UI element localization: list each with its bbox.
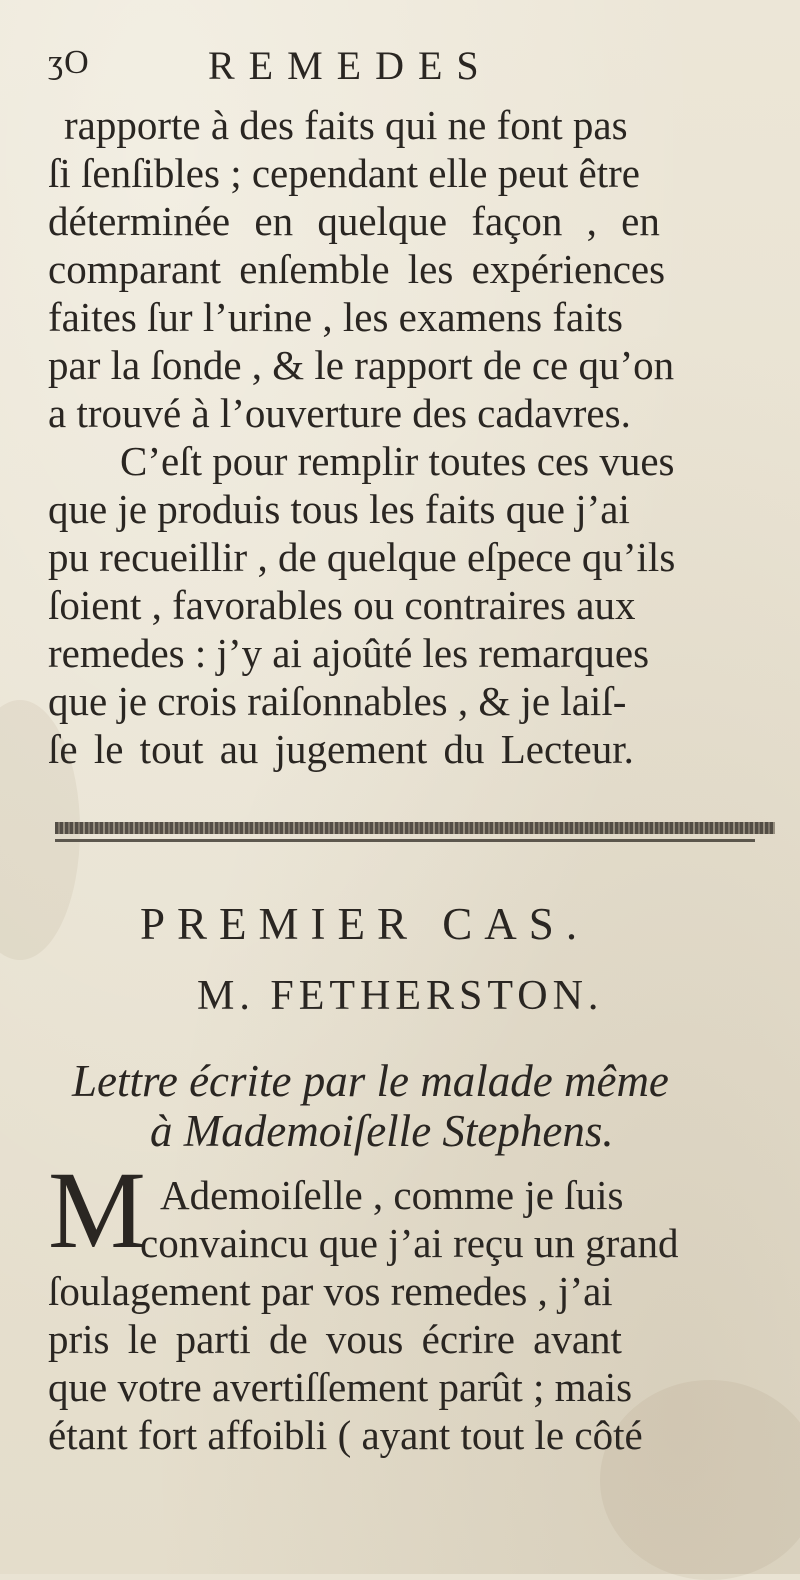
text-line-8: C’eſt pour remplir toutes ces vues xyxy=(120,438,675,484)
section-rule xyxy=(55,822,775,848)
text-line-9: que je produis tous les faits que j’ai xyxy=(48,486,630,532)
letter-line-5: que votre avertiſſement parût ; mais xyxy=(48,1364,633,1410)
text-line-1: rapporte à des faits qui ne font pas xyxy=(64,102,628,148)
ornamental-rule xyxy=(55,822,775,834)
text-line-13: que je crois raiſonnables , & je laiſ- xyxy=(48,678,627,724)
section-title: PREMIER CAS. xyxy=(140,899,590,949)
text-line-12: remedes : j’y ai ajoûté les remarques xyxy=(48,630,650,676)
paper-stain xyxy=(600,1380,800,1580)
text-line-5: faites ſur l’urine , les examens faits xyxy=(48,294,623,340)
drop-cap: M xyxy=(48,1149,146,1271)
text-line-7: a trouvé à l’ouverture des cadavres. xyxy=(48,390,631,436)
letter-subtitle-line-1: Lettre écrite par le malade même xyxy=(72,1056,669,1106)
letter-line-4: pris le parti de vous écrire avant xyxy=(48,1316,622,1362)
text-line-2: ſi ſenſibles ; cependant elle peut être xyxy=(48,150,640,196)
text-line-3: déterminée en quelque façon , en xyxy=(48,198,660,244)
page-number: ʒO xyxy=(48,44,90,81)
section-name: M. FETHERSTON. xyxy=(197,973,604,1019)
page-header xyxy=(48,42,788,92)
letter-subtitle-line-2: à Mademoiſelle Stephens. xyxy=(150,1106,614,1156)
running-head: REMEDES xyxy=(208,43,493,88)
text-line-10: pu recueillir , de quelque eſpece qu’ils xyxy=(48,534,676,580)
letter-line-6: étant fort affoibli ( ayant tout le côté xyxy=(48,1412,643,1458)
thin-rule xyxy=(55,839,755,842)
letter-line-1: Ademoiſelle , comme je ſuis xyxy=(160,1172,624,1218)
text-line-11: ſoient , favorables ou contraires aux xyxy=(48,582,636,628)
text-line-6: par la ſonde , & le rapport de ce qu’on xyxy=(48,342,675,388)
letter-line-3: ſoulagement par vos remedes , j’ai xyxy=(48,1268,613,1314)
text-line-4: comparant enſemble les expériences xyxy=(48,246,666,292)
text-line-14: ſe le tout au jugement du Lecteur. xyxy=(48,726,634,772)
letter-line-2: convaincu que j’ai reçu un grand xyxy=(140,1220,679,1266)
